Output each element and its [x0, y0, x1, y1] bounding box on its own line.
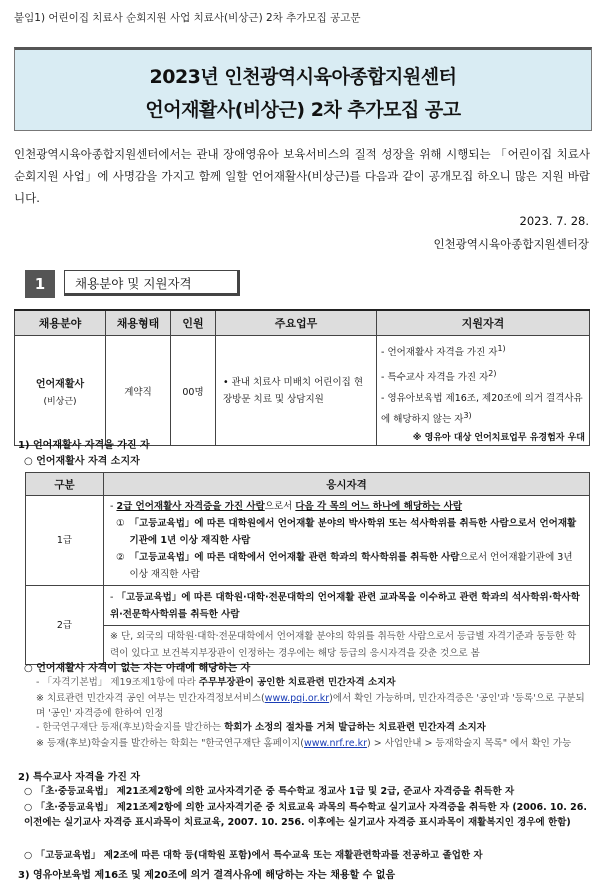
grade1-label: 1급: [26, 496, 104, 586]
framework-a: - 「자격기본법」 제19조제1항에 따라: [36, 677, 199, 688]
section-title: 채용분야 및 지원자격: [64, 270, 240, 296]
nrf-a: - 한국연구재단 등재(후보)학술지를 발간하는: [36, 722, 225, 733]
header-qualification: 지원자격: [377, 310, 590, 336]
nrf-b: 학회가 소정의 절차를 거쳐 발급하는 치료관련 민간자격 소지자: [224, 722, 486, 733]
grade-header-class: 구분: [26, 473, 104, 496]
duty-item: • 관내 치료사 미배치 어린이집 현장방문 치료 및 상담지원: [223, 376, 364, 405]
grade1-intro: - 2급 언어재활사 자격증을 가진 사람으로서 다음 각 목의 어느 하나에 해당하는 사람: [110, 501, 463, 512]
framework-line: [36, 675, 591, 690]
header-count: 인원: [171, 310, 216, 336]
duty-cell: [216, 336, 377, 446]
qual-text-3: 영유아보육법 제16조, 제20조에 의거 결격사유에 해당하지 않는 자: [381, 393, 583, 426]
qual-sup-3: 3): [463, 411, 472, 421]
nrf-link[interactable]: www.nrf.re.kr: [303, 738, 368, 749]
s1-heading: 1) 언어재활사 자격을 가진 자: [18, 440, 150, 451]
qual-text-1: 언어재활사 자격을 가진 자: [387, 347, 498, 359]
grade1-item2-b: 으로서 언어재활기관에 3년 이상 재직한 사람: [129, 552, 573, 580]
grade1-item2-a: 「고등교육법」에 따른 대학에서 언어재활 관련 학과의 학사학위를 취득한 사람: [129, 552, 460, 563]
s3-heading: 3) 영유아보육법 제16조 및 제20조에 의거 결격사유에 해당하는 자는 채용할 수 없음: [18, 870, 396, 881]
field-sub: (비상근): [43, 396, 77, 407]
s1-sub2: ○ 언어재활사 자격이 없는 자는 아래에 해당하는 자: [24, 663, 251, 674]
qual-item-3: - 영유아보육법 제16조, 제20조에 의거 결격사유에 해당하지 않는 자$^{3)}$: [381, 393, 583, 426]
title-line1: 2023년 인천광역시육아종합지원센터: [149, 66, 457, 88]
qual-item-1: - 언어재활사 자격을 가진 자$^{1)}$: [381, 344, 506, 359]
grade2-text: 「고등교육법」에 따른 대학원·대학·전문대학의 언어재활 관련 교과목을 이수하고 관련 학과의 석사학위·학사학위·전문학사학위를 취득한 사람: [110, 591, 580, 620]
grade1-intro-c: 다음 각 목의 어느 하나에 해당하는 사람: [295, 501, 463, 512]
nrf-line: [36, 720, 591, 735]
recruit-table: [14, 309, 590, 446]
pqi-link[interactable]: www.pqi.or.kr: [264, 693, 330, 704]
qual-text-2: 특수교사 자격을 가진 자: [387, 372, 489, 384]
organization-name: 인천광역시육아종합지원센터장: [433, 237, 589, 251]
qual-sup-2: 2): [488, 369, 497, 379]
s2-heading: 2) 특수교사 자격을 가진 자: [18, 772, 141, 783]
grade1-item1: ① 「고등교육법」에 따른 대학원에서 언어재활 분야의 박사학위 또는 석사학위를 취득한 사람으로서 언어재활기관에 1년 이상 재직한 사람: [110, 515, 583, 549]
grade1-item1-text: 「고등교육법」에 따른 대학원에서 언어재활 분야의 박사학위 또는 석사학위를 취득한 사람으로서 언어재활기관에 1년 이상 재직한 사람: [129, 518, 577, 546]
grade2-content: [104, 586, 590, 626]
grade1-item2: ② 「고등교육법」에 따른 대학에서 언어재활 관련 학과의 학사학위를 취득한 사람으로서 언어재활기관에 3년 이상 재직한 사람: [116, 552, 573, 580]
type-cell: 계약직: [106, 336, 171, 446]
qual-sup-1: 1): [497, 344, 506, 353]
grade2-note: ※ 단, 외국의 대학원·대학·전문대학에서 언어재활 분야의 학위를 취득한 사람으로서 등급별 자격기준과 동등한 학력이 있다고 보건복지부장관이 인정하는 경우에는 해당 등급의 응시자격을 갖춘 것으로 봄: [104, 626, 590, 665]
grade1-intro-b: 으로서: [264, 501, 296, 512]
nrf-note: [36, 736, 591, 751]
qual-note: ※ 영유아 대상 언어치료업무 유경험자 우대: [412, 433, 585, 444]
field-name: 언어재활사: [35, 378, 85, 390]
grade-table: [25, 472, 590, 665]
count-cell: 00명: [171, 336, 216, 446]
field-cell: [15, 336, 106, 446]
grade-header-qual: 응시자격: [104, 473, 590, 496]
framework-note: [36, 691, 591, 721]
framework-note-b: )에서 확인 가능하며, 민간자격증은 '공인'과 '등록'으로 구분되며 '공인' 자격증에 한하여 인정: [36, 693, 585, 719]
announcement-date: 2023. 7. 28.: [519, 214, 589, 228]
title-box: [14, 47, 592, 131]
qual-item-2: - 특수교사 자격을 가진 자$^{2)}$: [381, 369, 497, 384]
s2-item-1: ○ 「초·중등교육법」 제21조제2항에 의한 교사자격기준 중 특수학교 정교사 1급 및 2급, 준교사 자격증을 취득한 자: [24, 786, 515, 797]
section-number: 1: [25, 270, 55, 298]
intro-paragraph: 인천광역시육아종합지원센터에서는 관내 장애영유아 보육서비스의 질적 성장을 위해 시행되는 「어린이집 치료사 순회지원 사업」에 사명감을 가지고 함께 일할 언어재활사(비상근)를 다음과 같이 공개모집 하오니 많은 지원 바랍니다.: [14, 147, 590, 205]
grade1-intro-a: 2급 언어재활사 자격증을 가진 사람: [116, 501, 265, 512]
framework-note-a: ※ 치료관련 민간자격 공인 여부는 민간자격정보서비스(: [36, 693, 265, 704]
framework-b: 주무부장관이 공인한 치료관련 민간자격 소지자: [198, 677, 396, 688]
s2-item-2: ○ 「초·중등교육법」 제21조제2항에 의한 교사자격기준 중 치료교육 과목의 특수학교 실기교사 자격증을 취득한 자 (2006. 10. 26. 이전에는 실기교사 자격증 표시과목이 치료교육, 2007. 10. 256. 이후에는 실기교사 자격증 표시과목이 재활복지인 경우에 한함): [24, 802, 588, 828]
attachment-label: 붙임1) 어린이집 치료사 순회지원 사업 치료사(비상근) 2차 추가모집 공고문: [14, 12, 361, 24]
grade2-item: - 「고등교육법」에 따른 대학원·대학·전문대학의 언어재활 관련 교과목을 이수하고 관련 학과의 석사학위·학사학위·전문학사학위를 취득한 사람: [110, 591, 580, 620]
s1-sub1: ○ 언어재활사 자격 소지자: [24, 456, 140, 467]
header-type: 채용형태: [106, 310, 171, 336]
grade1-content: [104, 496, 590, 586]
header-field: 채용분야: [15, 310, 106, 336]
s2-item-3: ○ 「고등교육법」 제2조에 따른 대학 등(대학원 포함)에서 특수교육 또는 재활관련학과를 전공하고 졸업한 자: [24, 850, 483, 861]
nrf-note-b: ) > 사업안내 > 등재학술지 목록" 에서 확인 가능: [367, 738, 572, 749]
grade2-label: 2급: [26, 586, 104, 665]
nrf-note-a: ※ 등재(후보)학술지를 발간하는 학회는 "한국연구재단 홈페이지(: [36, 738, 304, 749]
header-duty: 주요업무: [216, 310, 377, 336]
title-line2: 언어재활사(비상근) 2차 추가모집 공고: [145, 99, 461, 121]
qualification-cell: [377, 336, 590, 446]
duty-text: 관내 치료사 미배치 어린이집 현장방문 치료 및 상담지원: [223, 376, 364, 405]
